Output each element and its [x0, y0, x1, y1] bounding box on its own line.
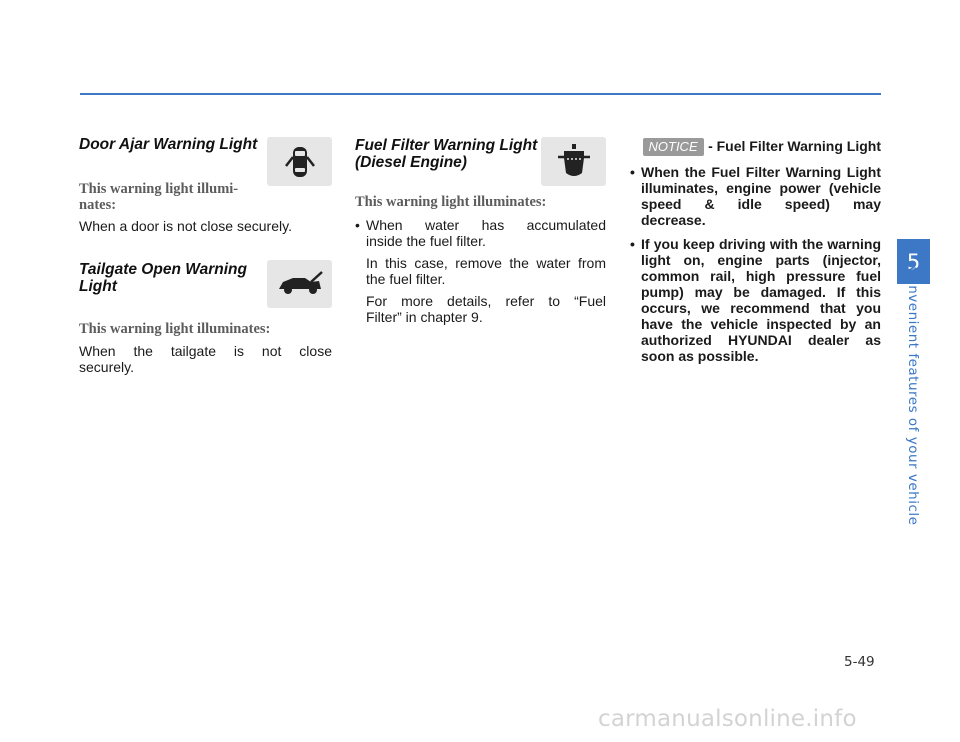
column-fuel-filter	[355, 130, 606, 325]
fuel-filter-section-header	[355, 130, 606, 192]
column-door-tailgate	[79, 130, 332, 375]
tailgate-subheading: This warning light illuminates:	[79, 321, 271, 337]
fuel-filter-para2	[355, 293, 606, 325]
tailgate-section-header	[79, 254, 332, 326]
notice-bullet-1	[630, 164, 881, 228]
tailgate-body-line1: When the tailgate is not close	[79, 343, 332, 359]
notice-bullet-1-line: decrease.	[641, 212, 706, 228]
notice-bullet-2-line: light on, engine parts (injector,	[641, 252, 881, 268]
door-ajar-heading: Door Ajar Warning Light	[79, 136, 258, 153]
notice-header	[630, 138, 881, 156]
header-rule	[80, 93, 881, 95]
notice-bullet-1-line: speed & idle speed) may	[641, 196, 881, 212]
notice-bullet-2	[630, 236, 881, 364]
notice-badge: NOTICE	[643, 138, 704, 156]
column-notice	[630, 130, 881, 364]
tailgate-heading-line1: Tailgate Open Warning	[79, 261, 247, 278]
fuel-filter-para1-line1: In this case, remove the water from	[366, 255, 606, 271]
notice-bullet-2-line: soon as possible.	[641, 348, 759, 364]
notice-bullet-2-line: authorized HYUNDAI dealer as	[641, 332, 881, 348]
door-ajar-body: When a door is not close securely.	[79, 218, 292, 234]
fuel-filter-para2-line1: For more details, refer to “Fuel	[366, 293, 606, 309]
notice-title: - Fuel Filter Warning Light	[708, 138, 881, 154]
notice-bullet-2-line: have the vehicle inspected by an	[641, 316, 881, 332]
fuel-filter-bullet-line2: inside the fuel filter.	[366, 233, 486, 249]
fuel-filter-para2-line2: Filter” in chapter 9.	[366, 309, 483, 325]
door-ajar-section-header	[79, 130, 332, 188]
fuel-filter-para1	[355, 255, 606, 287]
tailgate-heading-line2: Light	[79, 278, 117, 295]
notice-bullet-2-line: occurs, we recommend that you	[641, 300, 881, 316]
tailgate-body-line2: securely.	[79, 359, 134, 375]
tailgate-open-icon	[267, 260, 332, 308]
fuel-filter-para1-line2: the fuel filter.	[366, 271, 446, 287]
fuel-filter-subheading: This warning light illuminates:	[355, 194, 547, 210]
chapter-title: Convenient features of your vehicle	[905, 266, 921, 526]
chapter-tab: 5	[897, 239, 930, 284]
fuel-filter-heading-line2: (Diesel Engine)	[355, 154, 467, 171]
watermark: carmanualsonline.info	[598, 706, 857, 732]
door-ajar-subheading-line1: This warning light illumi-	[79, 181, 239, 197]
notice-bullet-2-line: • If you keep driving with the warning	[641, 236, 881, 252]
fuel-filter-bullet-line1: • When water has accumulated	[366, 217, 606, 233]
fuel-filter-heading-line1: Fuel Filter Warning Light	[355, 137, 538, 154]
door-ajar-subheading-line2: nates:	[79, 197, 117, 213]
page-number: 5-49	[844, 654, 875, 670]
notice-bullet-1-line: illuminates, engine power (vehicle	[641, 180, 881, 196]
notice-bullet-1-line: • When the Fuel Filter Warning Light	[641, 164, 881, 180]
fuel-filter-bullet	[355, 217, 606, 249]
door-ajar-icon	[267, 137, 332, 186]
fuel-filter-icon	[541, 137, 606, 186]
notice-bullet-2-line: pump) may be damaged. If this	[641, 284, 881, 300]
notice-bullet-2-line: common rail, high pressure fuel	[641, 268, 881, 284]
